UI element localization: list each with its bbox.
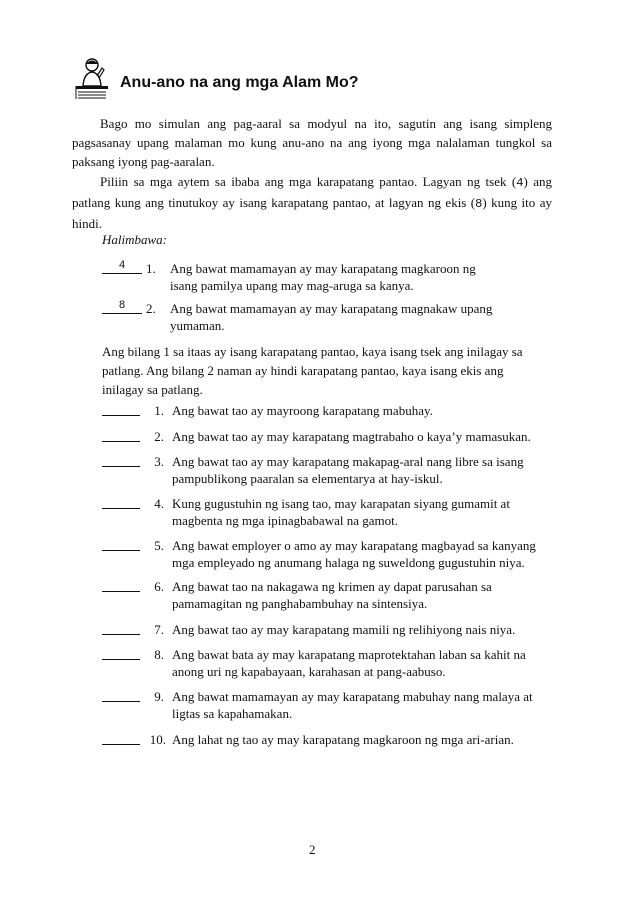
page-number: 2 (309, 842, 316, 857)
item-text: Ang bawat mamamayan ay may karapatang mabuhay nang malaya at ligtas sa kapahamakan. (172, 689, 533, 721)
answer-blank[interactable] (102, 646, 140, 660)
item-number: 2. (154, 429, 164, 444)
item-number: 7. (154, 622, 164, 637)
answer-blank[interactable] (102, 621, 140, 635)
item-text: Kung gugustuhin ng isang tao, may karapatan siyang gumamit at magbenta ng mga ipinagbabawal na gamot. (172, 496, 510, 528)
intro-paragraph: Bago mo simulan ang pag-aaral sa modyul na ito, sagutin ang isang simpleng pagsasanay upang malaman mo kung anu-ano na ang iyong mga nalalaman tungkol sa paksang iyong pag-aaralan. (72, 116, 552, 169)
item-text: Ang bawat tao ay may karapatang mamili ng relihiyong nais niya. (172, 622, 516, 637)
item-text: Ang bawat mamamayan ay may karapatang magnakaw upang yumaman. (170, 301, 493, 333)
x-symbol: 8 (475, 197, 483, 211)
item-number: 5. (154, 538, 164, 553)
example-explanation: Ang bilang 1 sa itaas ay isang karapatang pantao, kaya isang tsek ang inilagay sa patlang. Ang bilang 2 naman ay hindi karapatang pantao, kaya isang ekis ang inilagay sa patlang. (102, 344, 523, 397)
item-text: Ang bawat tao ay mayroong karapatang mabuhay. (172, 403, 433, 418)
student-thinking-icon (72, 56, 112, 100)
item-number: 4. (154, 496, 164, 511)
item-number: 6. (154, 579, 164, 594)
answer-blank[interactable] (102, 402, 140, 416)
item-text: Ang bawat tao ay may karapatang magtrabaho o kaya’y mamasukan. (172, 429, 531, 444)
answer-blank[interactable] (102, 537, 140, 551)
answer-blank[interactable] (102, 495, 140, 509)
item-number: 1. (146, 261, 156, 276)
section-heading (72, 56, 552, 100)
check-symbol: 4 (516, 176, 524, 190)
item-number: 10. (149, 732, 166, 747)
item-text: Ang bawat employer o amo ay may karapatang magbayad sa kanyang mga empleyado ng anumang halaga ng suweldong gugustuhin niya. (172, 538, 536, 570)
item-number: 2. (146, 301, 156, 316)
answer-blank[interactable] (102, 578, 140, 592)
item-text: Ang bawat tao na nakagawa ng krimen ay dapat parusahan sa pamamagitan ng panghabambuhay na sintensiya. (172, 579, 492, 611)
item-text: Ang bawat mamamayan ay may karapatang magkaroon ng isang pamilya upang may mag-aruga sa kanya. (170, 261, 476, 293)
instruction-paragraph: Piliin sa mga aytem sa ibaba ang mga karapatang pantao. Lagyan ng tsek (4) ang patlang kung ang tinutukoy ay isang karapatang pantao, at lagyan ng ekis (8) kung ito ay hindi. (72, 174, 552, 231)
answer-blank[interactable] (102, 688, 140, 702)
answer-blank[interactable] (102, 453, 140, 467)
item-number: 3. (154, 454, 164, 469)
answer-blank: 4 (102, 260, 142, 274)
section-title: Anu-ano na ang mga Alam Mo? (120, 74, 359, 91)
example-label: Halimbawa: (102, 232, 167, 247)
item-number: 9. (154, 689, 164, 704)
item-text: Ang bawat bata ay may karapatang maprotektahan laban sa kahit na anong uri ng kapabayaan, karahasan at pang-aabuso. (172, 647, 526, 679)
item-text: Ang bawat tao ay may karapatang makapag-aral nang libre sa isang pampublikong paaralan sa elementarya at hay-iskul. (172, 454, 524, 486)
item-text: Ang lahat ng tao ay may karapatang magkaroon ng mga ari-arian. (172, 732, 514, 747)
answer-blank: 8 (102, 300, 142, 314)
answer-blank[interactable] (102, 428, 140, 442)
item-number: 1. (154, 403, 164, 418)
answer-blank[interactable] (102, 731, 140, 745)
item-number: 8. (154, 647, 164, 662)
